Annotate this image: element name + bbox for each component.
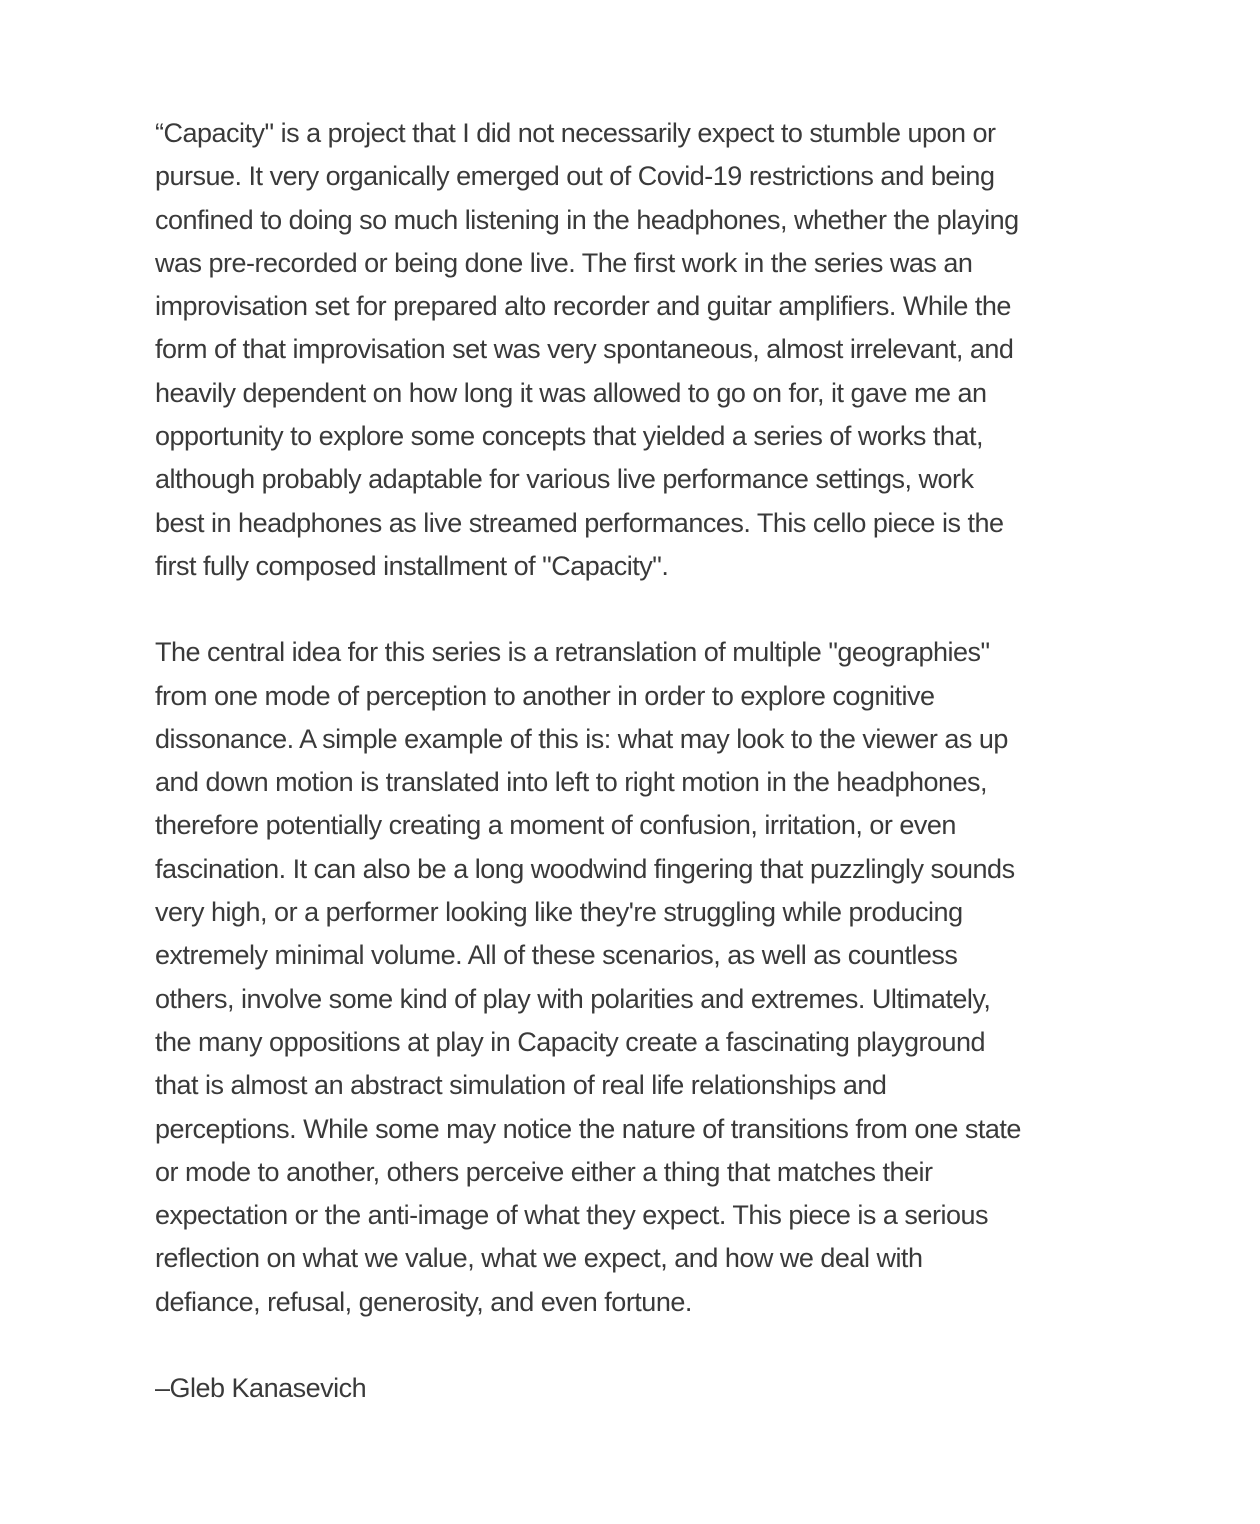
paragraph-intro: “Capacity" is a project that I did not necessarily expect to stumble upon or pursue. It very organically emerged out of Covid-19 restrictions and being confined to doing so much listening in the headphones, whether the playing was pre-recorded or being done live. The first work in the series was an improvisation set for prepared alto recorder and guitar amplifiers. While the form of that improvisation set was very spontaneous, almost irrelevant, and heavily dependent on how long it was allowed to go on for, it gave me an opportunity to explore some concepts that yielded a series of works that, although probably adaptable for various live performance settings, work best in headphones as live streamed performances. This cello piece is the first fully composed installment of "Capacity". [155,118,1019,581]
author-signature: –Gleb Kanasevich [155,1373,367,1404]
article-body [155,112,1095,1410]
paragraph-central-idea: The central idea for this series is a retranslation of multiple "geographies" from one mode of perception to another in order to explore cognitive dissonance. A simple example of this is: what may look to the viewer as up and down motion is translated into left to right motion in the headphones, therefore potentially creating a moment of confusion, irritation, or even fascination. It can also be a long woodwind fingering that puzzlingly sounds very high, or a performer looking like they're struggling while producing extremely minimal volume. All of these scenarios, as well as countless others, involve some kind of play with polarities and extremes. Ultimately, the many oppositions at play in Capacity create a fascinating playground that is almost an abstract simulation of real life relationships and perceptions. While some may notice the nature of transitions from one state or mode to another, others perceive either a thing that matches their expectation or the anti-image of what they expect. This piece is a serious reflection on what we value, what we expect, and how we deal with defiance, refusal, generosity, and even fortune. [155,637,1021,1317]
